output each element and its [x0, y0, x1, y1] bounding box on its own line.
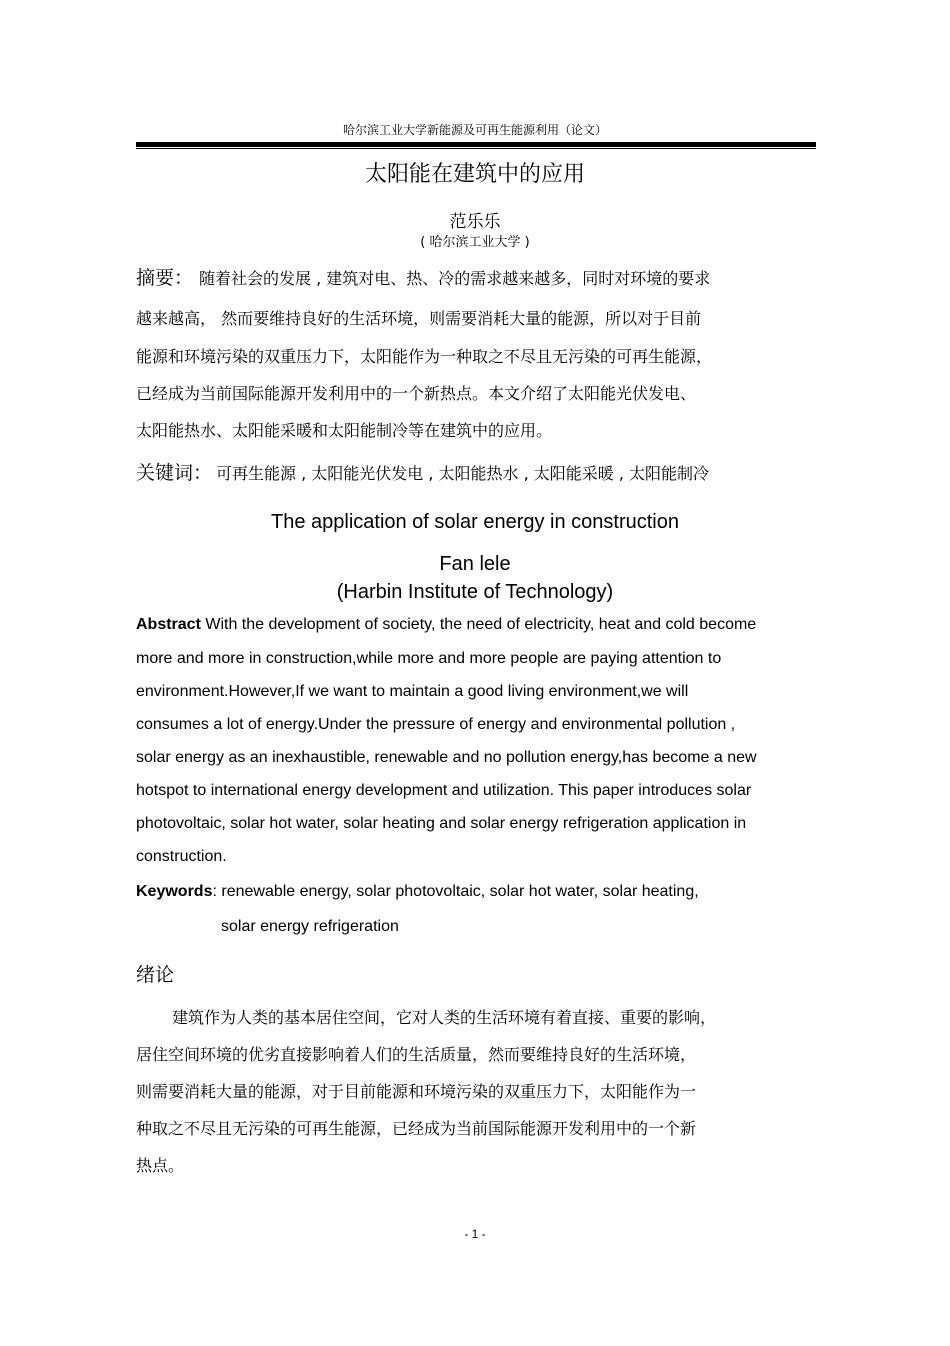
en-keywords-line-2: solar energy refrigeration — [221, 918, 399, 935]
en-abstract-line-6: hotspot to international energy development and utilization. This paper introduces solar — [136, 782, 752, 799]
cn-abstract-line-3: 能源和环境污染的双重压力下，太阳能作为一种取之不尽且无污染的可再生能源， — [136, 347, 713, 366]
en-keywords-text-1: : renewable energy, solar photovoltaic, solar hot water, solar heating, — [212, 883, 699, 900]
cn-author: 范乐乐 — [449, 212, 501, 232]
intro-line-2: 居住空间环境的优劣直接影响着人们的生活质量，然而要维持良好的生活环境， — [136, 1045, 697, 1064]
cn-keywords-line — [136, 458, 709, 485]
cn-title: 太阳能在建筑中的应用 — [364, 162, 585, 187]
en-abstract-line-5: solar energy as an inexhaustible, renewable and no pollution energy,has become a new — [136, 749, 757, 766]
cn-keywords-label: 关键词： — [136, 462, 213, 484]
intro-line-3: 则需要消耗大量的能源，对于目前能源和环境污染的双重压力下，太阳能作为一 — [136, 1082, 697, 1101]
cn-abstract-label: 摘要： — [136, 267, 194, 289]
intro-heading: 绪论 — [136, 964, 175, 986]
cn-abstract-text-1: 随着社会的发展 , 建筑对电、热、冷的需求越来越多，同时对环境的要求 — [199, 269, 711, 288]
header-rule-thick — [136, 142, 816, 147]
intro-line-5: 热点。 — [136, 1156, 185, 1175]
cn-keywords: 可再生能源 , 太阳能光伏发电 , 太阳能热水 , 太阳能采暖 , 太阳能制冷 — [216, 464, 710, 483]
cn-abstract-line-5: 太阳能热水、太阳能采暖和太阳能制冷等在建筑中的应用。 — [136, 421, 553, 440]
en-abstract-line-8: construction. — [136, 848, 227, 865]
en-abstract-label: Abstract — [136, 616, 201, 633]
page-number: - 1 - — [464, 1227, 486, 1241]
running-header: 哈尔滨工业大学新能源及可再生能源利用（论文） — [342, 123, 607, 137]
en-abstract-line-4: consumes a lot of energy.Under the pressure of energy and environmental pollution , — [136, 716, 736, 733]
en-abstract-line-2: more and more in construction,while more and more people are paying attention to — [136, 650, 722, 667]
intro-line-1: 建筑作为人类的基本居住空间，它对人类的生活环境有着直接、重要的影响， — [172, 1008, 717, 1027]
intro-line-4: 种取之不尽且无污染的可再生能源，已经成为当前国际能源开发利用中的一个新 — [136, 1119, 697, 1138]
header-rule-thin — [136, 148, 816, 149]
cn-affiliation: ( 哈尔滨工业大学 ) — [420, 235, 530, 250]
en-author: Fan lele — [439, 553, 511, 575]
cn-abstract-line-4: 已经成为当前国际能源开发利用中的一个新热点。本文介绍了太阳能光伏发电、 — [136, 384, 697, 403]
en-abstract-text-1: With the development of society, the need of electricity, heat and cold become — [205, 616, 757, 633]
en-keywords-label: Keywords — [136, 883, 213, 900]
en-title: The application of solar energy in construction — [270, 511, 679, 533]
en-abstract-line-1 — [136, 616, 756, 634]
en-affiliation: (Harbin Institute of Technology) — [336, 581, 614, 603]
cn-abstract-line-2: 越来越高， 然而要维持良好的生活环境，则需要消耗大量的能源，所以对于目前 — [136, 309, 702, 328]
cn-abstract-line-1 — [136, 263, 710, 290]
en-keywords-line-1 — [136, 883, 699, 901]
en-abstract-line-7: photovoltaic, solar hot water, solar heating and solar energy refrigeration application in — [136, 815, 747, 832]
en-abstract-line-3: environment.However,If we want to maintain a good living environment,we will — [136, 683, 689, 700]
